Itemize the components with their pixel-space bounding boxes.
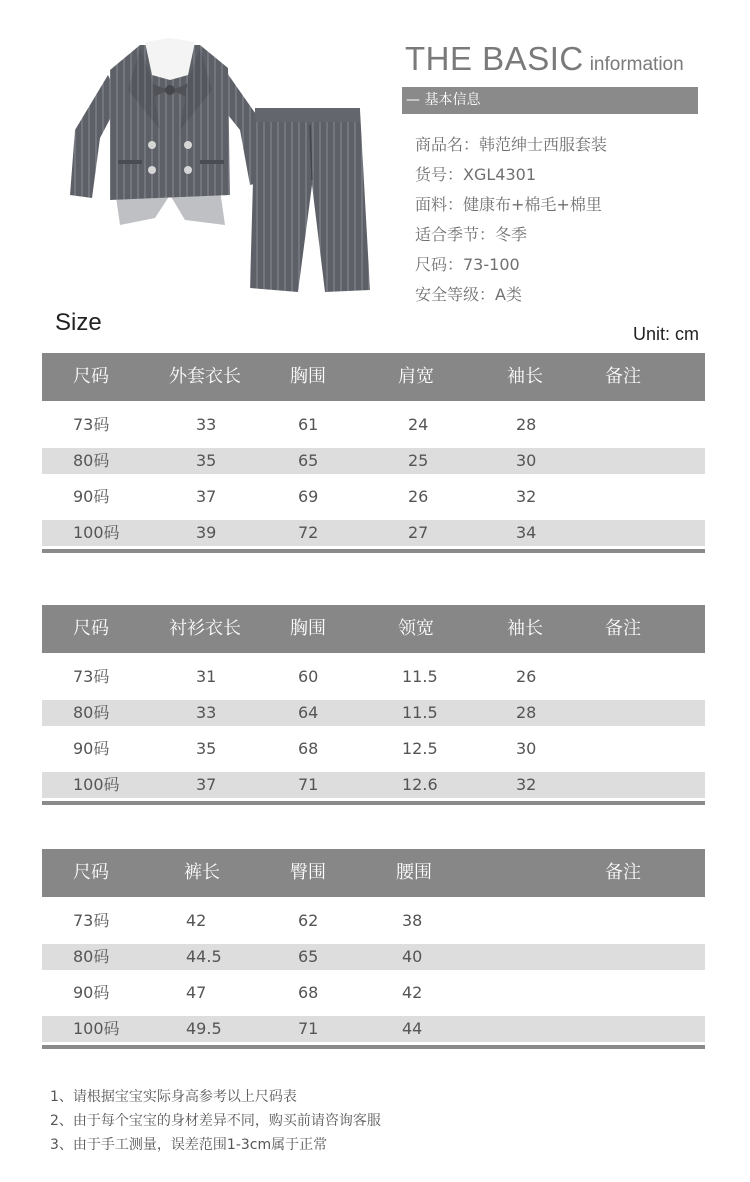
table-cell: 69 — [298, 487, 319, 506]
table-row — [42, 520, 705, 546]
table-cell: 12.6 — [402, 775, 438, 794]
table-cell: 100码 — [73, 523, 120, 542]
header-cell: 袖长 — [507, 366, 543, 387]
table-cell: 64 — [298, 703, 319, 722]
table-cell: 35 — [196, 451, 217, 470]
table-cell: 33 — [196, 415, 217, 434]
table-cell: 26 — [516, 667, 537, 686]
table-row — [42, 448, 705, 474]
table-cell: 12.5 — [402, 739, 438, 758]
table-cell: 28 — [516, 703, 537, 722]
table-row — [42, 908, 705, 934]
table-cell: 80码 — [73, 947, 110, 966]
table-cell: 47 — [186, 983, 207, 1002]
jacket-size-table — [42, 353, 705, 553]
header-cell: 腰围 — [396, 862, 432, 883]
table-header — [42, 849, 705, 897]
table-cell: 72 — [298, 523, 319, 542]
header-cell: 臀围 — [290, 862, 326, 883]
table-cell: 35 — [196, 739, 217, 758]
table-row — [42, 980, 705, 1006]
info-safety-level: 安全等级：A类 — [415, 285, 522, 304]
table-header — [42, 353, 705, 401]
table-cell: 40 — [402, 947, 423, 966]
basic-info-bar: — 基本信息 — [402, 87, 698, 114]
table-cell: 90码 — [73, 739, 110, 758]
table-cell: 42 — [186, 911, 207, 930]
table-cell: 61 — [298, 415, 319, 434]
table-cell: 100码 — [73, 1019, 120, 1038]
table-row — [42, 700, 705, 726]
table-cell: 11.5 — [402, 667, 438, 686]
table-cell: 62 — [298, 911, 319, 930]
header-cell: 备注 — [605, 862, 641, 883]
info-fabric: 面料：健康布+棉毛+棉里 — [415, 195, 602, 214]
header-cell: 尺码 — [73, 618, 109, 639]
header-cell: 领宽 — [398, 618, 434, 639]
unit-label: Unit: cm — [633, 324, 700, 344]
table-cell: 68 — [298, 739, 319, 758]
table-cell: 80码 — [73, 451, 110, 470]
header-cell: 肩宽 — [398, 366, 434, 387]
table-cell: 32 — [516, 487, 537, 506]
header-cell: 尺码 — [73, 862, 109, 883]
size-heading: Size — [55, 309, 102, 336]
basic-info-list — [415, 130, 607, 310]
info-season: 适合季节：冬季 — [415, 225, 528, 244]
notes — [50, 1085, 381, 1157]
table-cell: 32 — [516, 775, 537, 794]
note-item: 2、由于每个宝宝的身材差异不同，购买前请咨询客服 — [50, 1113, 381, 1129]
header-cell: 备注 — [605, 618, 641, 639]
info-product-name: 商品名：韩范绅士西服套装 — [415, 135, 608, 154]
table-cell: 44.5 — [186, 947, 222, 966]
table-cell: 71 — [298, 1019, 319, 1038]
table-cell: 37 — [196, 487, 217, 506]
table-cell: 65 — [298, 451, 319, 470]
table-cell: 68 — [298, 983, 319, 1002]
shirt-size-table — [42, 605, 705, 805]
table-cell: 49.5 — [186, 1019, 222, 1038]
table-cell: 11.5 — [402, 703, 438, 722]
table-cell: 27 — [408, 523, 429, 542]
table-cell: 26 — [408, 487, 429, 506]
header-cell: 胸围 — [290, 366, 326, 387]
table-row — [42, 484, 705, 510]
table-cell: 90码 — [73, 487, 110, 506]
info-size-range: 尺码：73-100 — [415, 255, 520, 274]
table-cell: 39 — [196, 523, 217, 542]
note-item: 1、请根据宝宝实际身高参考以上尺码表 — [50, 1089, 297, 1105]
table-divider — [42, 801, 705, 805]
table-row — [42, 736, 705, 762]
table-cell: 24 — [408, 415, 429, 434]
table-divider — [42, 549, 705, 553]
header-cell: 备注 — [605, 366, 641, 387]
table-cell: 60 — [298, 667, 319, 686]
header-cell: 尺码 — [73, 366, 109, 387]
pants-size-table — [42, 849, 705, 1049]
table-header — [42, 605, 705, 653]
table-cell: 38 — [402, 911, 423, 930]
table-cell: 37 — [196, 775, 217, 794]
table-cell: 25 — [408, 451, 429, 470]
table-cell: 80码 — [73, 703, 110, 722]
table-cell: 100码 — [73, 775, 120, 794]
header-cell: 衬衫衣长 — [169, 618, 241, 639]
note-item: 3、由于手工测量，误差范围1-3cm属于正常 — [50, 1137, 328, 1153]
table-row — [42, 1016, 705, 1042]
table-cell: 28 — [516, 415, 537, 434]
table-cell: 34 — [516, 523, 537, 542]
table-cell: 44 — [402, 1019, 423, 1038]
table-cell: 42 — [402, 983, 423, 1002]
table-cell: 65 — [298, 947, 319, 966]
table-cell: 31 — [196, 667, 217, 686]
table-cell: 30 — [516, 739, 537, 758]
table-cell: 90码 — [73, 983, 110, 1002]
header-cell: 袖长 — [507, 618, 543, 639]
header-cell: 胸围 — [290, 618, 326, 639]
table-cell: 73码 — [73, 911, 110, 930]
basic-title-sub: information — [589, 54, 684, 75]
basic-info-title — [405, 40, 684, 78]
info-item-number: 货号：XGL4301 — [415, 165, 536, 184]
table-cell: 71 — [298, 775, 319, 794]
basic-title-main: THE BASIC — [405, 40, 584, 77]
table-row — [42, 412, 705, 438]
table-cell: 73码 — [73, 667, 110, 686]
table-cell: 73码 — [73, 415, 110, 434]
header-cell: 裤长 — [184, 862, 220, 883]
table-row — [42, 772, 705, 798]
table-row — [42, 664, 705, 690]
table-cell: 30 — [516, 451, 537, 470]
table-divider — [42, 1045, 705, 1049]
table-cell: 33 — [196, 703, 217, 722]
product-image — [60, 20, 390, 305]
table-row — [42, 944, 705, 970]
header-cell: 外套衣长 — [169, 366, 241, 387]
